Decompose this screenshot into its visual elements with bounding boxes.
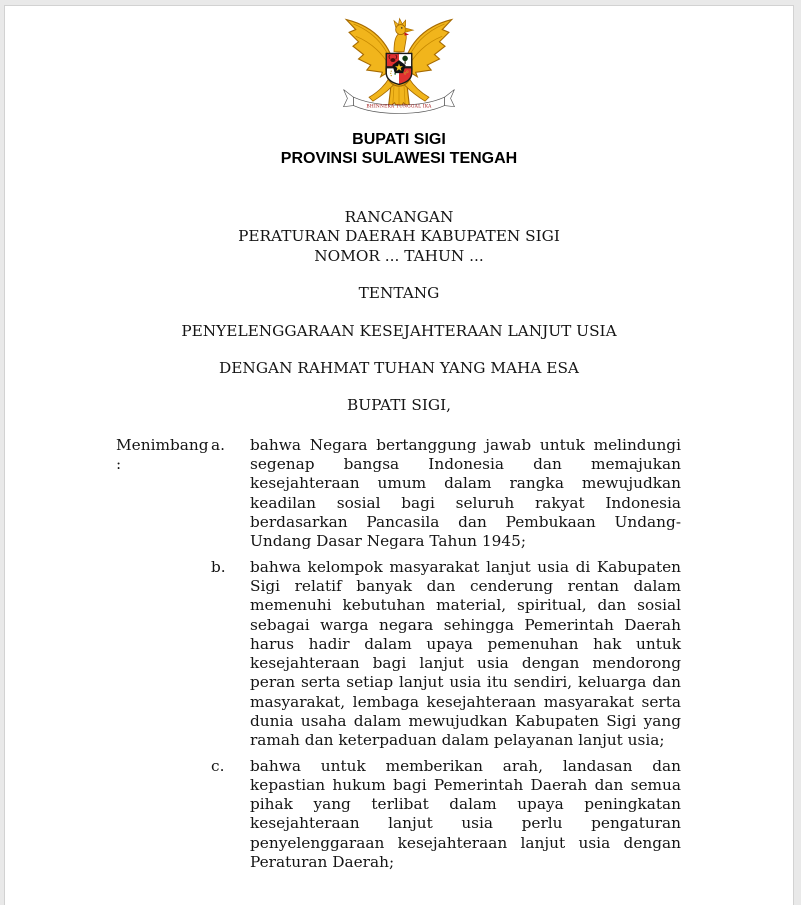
invocation-line: DENGAN RAHMAT TUHAN YANG MAHA ESA: [219, 359, 579, 378]
header-office-line: BUPATI SIGI: [352, 131, 446, 148]
item-letter: a.: [211, 435, 225, 454]
emblem-banner-text: BHINNEKA TUNGGAL IKA: [366, 104, 432, 110]
garuda-pancasila-emblem: [338, 14, 460, 125]
doc-title-perda: PERATURAN DAERAH KABUPATEN SIGI: [238, 227, 560, 246]
doc-title-nomor: NOMOR ... TAHUN ...: [314, 246, 484, 265]
menimbang-section: [116, 436, 681, 879]
pancasila-shield: [386, 53, 412, 84]
consideration-item-b: [211, 558, 681, 751]
item-letter: b.: [211, 557, 226, 576]
item-text: bahwa kelompok masyarakat lanjut usia di Kabupaten Sigi relatif banyak dan cenderung rentan dalam memenuhi kebutuhan material, spiritual, dan sosial sebagai warga negara sehingga Pemerintah Daerah harus hadir dalam upaya pemenuhan hak untuk kesejahteraan bagi lanjut usia dengan mendorong peran serta setiap lanjut usia itu sendiri, keluarga dan masyarakat, lembaga kesejahteraan masyarakat serta dunia usaha dalam mewujudkan Kabupaten Sigi yang ramah dan keterpaduan dalam pelayanan lanjut usia;: [250, 557, 681, 750]
item-text: bahwa untuk memberikan arah, landasan dan kepastian hukum bagi Pemerintah Daerah dan semua pihak yang terlibat dalam upaya peningkatan kesejahteraan lanjut usia perlu pengaturan penyelenggaraan kesejahteraan lanjut usia dengan Peraturan Daerah;: [250, 756, 681, 872]
tentang-label: TENTANG: [358, 284, 440, 303]
header-province-line: PROVINSI SULAWESI TENGAH: [280, 149, 518, 167]
consideration-item-c: [211, 757, 681, 873]
menimbang-label: Menimbang :: [116, 435, 209, 474]
consideration-item-a: [211, 436, 681, 552]
document-page: [4, 5, 794, 905]
doc-title-rancangan: RANCANGAN: [344, 208, 454, 226]
authority-line: BUPATI SIGI,: [347, 396, 451, 415]
item-letter: c.: [211, 756, 225, 775]
item-text: bahwa Negara bertanggung jawab untuk melindungi segenap bangsa Indonesia dan memajukan kesejahteraan umum dalam rangka mewujudkan keadilan sosial bagi seluruh rakyat Indonesia berdasarkan Pancasila dan Pembukaan Undang-Undang Dasar Negara Tahun 1945;: [250, 435, 681, 551]
emblem-container: [5, 6, 793, 126]
subject-title: PENYELENGGARAAN KESEJAHTERAAN LANJUT USIA: [181, 321, 617, 340]
